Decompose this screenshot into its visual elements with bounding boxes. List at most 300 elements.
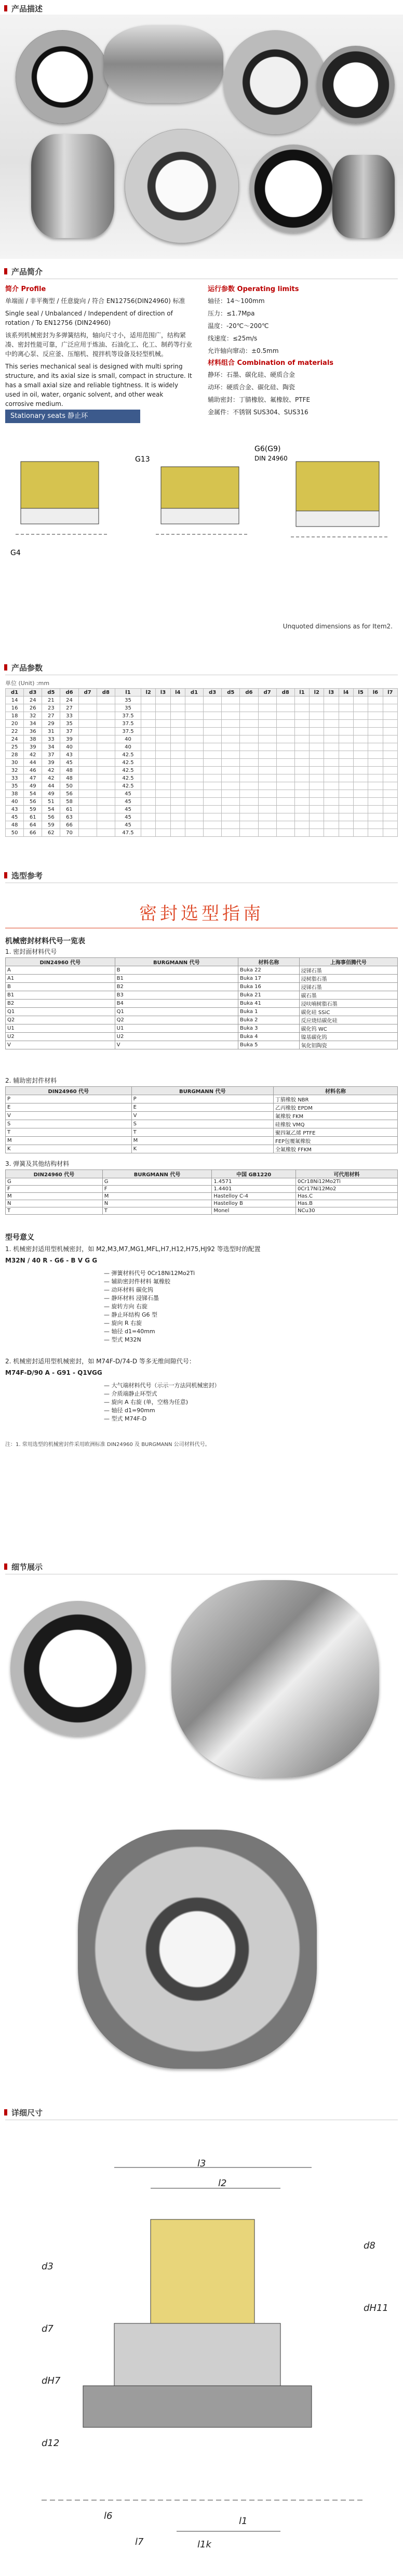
table-cell — [222, 704, 240, 712]
table-row — [6, 696, 398, 704]
table-cell: Buka 5 — [238, 1041, 300, 1049]
table-cell — [141, 829, 156, 837]
table-cell — [258, 728, 276, 735]
table-cell — [185, 782, 203, 790]
table-cell: 浸呋喃树脂石墨 — [299, 1000, 397, 1008]
table-cell — [368, 798, 383, 806]
table-cell: 1.4571 — [212, 1178, 296, 1186]
table-cell — [368, 790, 383, 798]
table-cell — [258, 759, 276, 767]
column-header: 材料名称 — [274, 1087, 398, 1095]
table-cell — [141, 767, 156, 774]
table-row — [6, 975, 398, 983]
table-cell — [222, 829, 240, 837]
table-cell — [276, 782, 294, 790]
table-cell — [310, 774, 324, 782]
table-cell — [339, 829, 353, 837]
table-cell: E — [6, 1103, 132, 1112]
table-cell — [185, 798, 203, 806]
table-cell — [368, 774, 383, 782]
table-row — [6, 1128, 398, 1137]
table-cell — [258, 813, 276, 821]
table-row — [6, 751, 398, 759]
table-cell — [368, 696, 383, 704]
table-cell — [310, 735, 324, 743]
table-cell — [170, 743, 185, 751]
table-cell — [339, 728, 353, 735]
table-row — [6, 1041, 398, 1049]
model2-title: 2. 机械密封适用型机械密封，如 M74F-D/74-D 等多无维间隙代号： — [5, 1358, 195, 1365]
table-cell: 氧化铝陶瓷 — [299, 1041, 397, 1049]
column-header: d8 — [276, 689, 294, 696]
table-cell — [353, 743, 368, 751]
table-cell — [185, 767, 203, 774]
table-cell — [240, 735, 258, 743]
column-header: DIN24960 代号 — [6, 958, 115, 966]
table-cell — [339, 696, 353, 704]
table-cell — [258, 829, 276, 837]
table-cell — [310, 829, 324, 837]
table-cell — [97, 790, 115, 798]
table-cell — [170, 712, 185, 720]
table-cell — [324, 728, 339, 735]
table-cell — [185, 774, 203, 782]
table-cell — [324, 696, 339, 704]
table-cell — [78, 743, 97, 751]
table-cell — [141, 798, 156, 806]
intro-right-column — [208, 285, 395, 420]
table-cell: Buka 1 — [238, 1008, 300, 1016]
table-cell: 23 — [42, 704, 60, 712]
table-cell — [78, 798, 97, 806]
table-cell — [204, 743, 222, 751]
table-cell — [324, 704, 339, 712]
label-g6: G6(G9) — [254, 445, 281, 453]
table-cell — [353, 728, 368, 735]
table-cell: 33 — [6, 774, 24, 782]
table-cell — [141, 720, 156, 728]
table-cell — [222, 790, 240, 798]
table-row — [6, 1008, 398, 1016]
table-cell — [368, 743, 383, 751]
table-cell: 59 — [42, 821, 60, 829]
table-cell: 66 — [60, 821, 78, 829]
table-cell — [353, 821, 368, 829]
column-header: 可代用材料 — [296, 1170, 398, 1178]
table-row — [6, 1016, 398, 1024]
table-cell — [204, 696, 222, 704]
table-cell — [276, 712, 294, 720]
column-header: d5 — [42, 689, 60, 696]
table-cell — [339, 751, 353, 759]
table-cell: F — [102, 1186, 212, 1193]
table-cell — [324, 743, 339, 751]
table-cell: T — [131, 1128, 273, 1137]
table-cell: 45 — [115, 813, 141, 821]
seal-ring — [249, 144, 338, 233]
table-cell: Buka 4 — [238, 1033, 300, 1041]
table-cell — [339, 806, 353, 813]
table-cell — [222, 743, 240, 751]
column-header: l3 — [324, 689, 339, 696]
table-cell — [204, 774, 222, 782]
table-cell: 45 — [60, 759, 78, 767]
table-cell — [276, 813, 294, 821]
table-cell — [339, 720, 353, 728]
column-header: d1 — [185, 689, 203, 696]
table-cell: Buka 17 — [238, 975, 300, 983]
table-cell: M — [102, 1193, 212, 1200]
seat-profile — [21, 462, 99, 508]
table-cell — [276, 728, 294, 735]
table-cell: Buka 22 — [238, 966, 300, 975]
table-cell — [204, 829, 222, 837]
table-header-row — [6, 689, 398, 696]
table-cell — [97, 798, 115, 806]
table-cell — [276, 720, 294, 728]
table-cell: 36 — [24, 728, 42, 735]
table-cell — [97, 696, 115, 704]
table-cell — [353, 782, 368, 790]
section-intro — [0, 264, 403, 649]
table-cell — [78, 720, 97, 728]
column-header: d3 — [204, 689, 222, 696]
table-cell — [78, 821, 97, 829]
seal-ring — [31, 134, 114, 238]
table-cell — [185, 821, 203, 829]
table-cell: G — [102, 1178, 212, 1186]
table-row — [6, 1186, 398, 1193]
table-cell — [383, 759, 397, 767]
table-cell — [204, 751, 222, 759]
column-header: 中国 GB1220 — [212, 1170, 296, 1178]
table-cell — [97, 774, 115, 782]
seal-ring — [125, 129, 239, 243]
table-cell — [97, 704, 115, 712]
table-cell — [353, 829, 368, 837]
table-cell: 30 — [6, 759, 24, 767]
table-row — [6, 782, 398, 790]
table-cell — [339, 790, 353, 798]
table-cell: 37 — [60, 728, 78, 735]
table-cell — [276, 704, 294, 712]
table-cell — [324, 712, 339, 720]
table-cell — [310, 821, 324, 829]
seal-ring — [317, 46, 395, 124]
table-cell: 42.5 — [115, 782, 141, 790]
table-cell: 22 — [6, 728, 24, 735]
table-cell: B2 — [6, 1000, 115, 1008]
table-cell — [276, 735, 294, 743]
table-cell: Q2 — [6, 1016, 115, 1024]
table-cell: A1 — [6, 975, 115, 983]
table-cell: 37.5 — [115, 728, 141, 735]
table-cell: 42.5 — [115, 751, 141, 759]
table-cell — [141, 774, 156, 782]
table-cell — [222, 728, 240, 735]
table-cell — [204, 712, 222, 720]
table-cell: FEP包覆氟橡胶 — [274, 1137, 398, 1145]
table-cell — [353, 696, 368, 704]
table-cell: 碳化硅 SSiC — [299, 1008, 397, 1016]
table-cell: 浸锑石墨 — [299, 966, 397, 975]
table-cell — [383, 774, 397, 782]
table-cell — [324, 774, 339, 782]
table-cell: Monel — [212, 1207, 296, 1215]
table-cell: 66 — [24, 829, 42, 837]
table-cell: 44 — [24, 759, 42, 767]
table-cell — [185, 696, 203, 704]
column-header: l4 — [339, 689, 353, 696]
table-cell — [353, 751, 368, 759]
table-cell: T — [6, 1207, 103, 1215]
table-cell — [222, 798, 240, 806]
table-row — [6, 774, 398, 782]
table-cell — [258, 743, 276, 751]
table-cell: 42.5 — [115, 767, 141, 774]
table-cell: 37.5 — [115, 712, 141, 720]
table-cell: U2 — [115, 1033, 238, 1041]
table-cell — [294, 728, 309, 735]
table-row — [6, 790, 398, 798]
face-materials-heading: 1. 密封面材料代号 — [5, 948, 57, 955]
table-cell — [141, 712, 156, 720]
table-row — [6, 1207, 398, 1215]
table-cell — [156, 712, 170, 720]
table-cell — [222, 759, 240, 767]
table-cell — [324, 751, 339, 759]
dim-label: l1k — [197, 2539, 211, 2550]
table-cell: 0Cr18Ni12Mo2Ti — [296, 1178, 398, 1186]
table-cell — [156, 704, 170, 712]
model2-items — [104, 1382, 384, 1423]
table-cell: S — [6, 1120, 132, 1128]
table-cell — [185, 813, 203, 821]
table-cell: K — [6, 1145, 132, 1153]
table-cell: 24 — [60, 696, 78, 704]
table-cell: 浸树脂石墨 — [299, 975, 397, 983]
table-cell — [368, 806, 383, 813]
model2-code: M74F-D/90 A - G91 - Q1VGG — [5, 1369, 102, 1376]
table-cell — [276, 798, 294, 806]
table-cell — [240, 813, 258, 821]
table-cell — [383, 735, 397, 743]
table-cell: 39 — [24, 743, 42, 751]
table-row — [6, 735, 398, 743]
spring-materials-heading: 3. 弹簧及其他结构材料 — [5, 1160, 70, 1167]
table-cell — [258, 806, 276, 813]
table-cell — [97, 712, 115, 720]
table-cell — [204, 798, 222, 806]
table-cell: 40 — [115, 743, 141, 751]
model-item: — 旋向 R 右旋 — [104, 1320, 142, 1326]
table-cell — [170, 782, 185, 790]
table-cell — [240, 759, 258, 767]
table-cell — [324, 790, 339, 798]
seal-assembly-photo — [78, 1830, 317, 2069]
table-cell — [310, 728, 324, 735]
table-cell — [240, 751, 258, 759]
table-cell — [276, 821, 294, 829]
table-cell — [310, 767, 324, 774]
table-cell — [141, 821, 156, 829]
table-cell: Hastelloy B — [212, 1200, 296, 1207]
table-cell — [170, 821, 185, 829]
table-cell — [353, 759, 368, 767]
table-cell — [78, 774, 97, 782]
table-cell — [258, 782, 276, 790]
table-cell: B — [6, 983, 115, 991]
model-item: — 辅助密封件材料 氟橡胶 — [104, 1278, 170, 1285]
table-cell — [258, 751, 276, 759]
table-cell — [339, 782, 353, 790]
table-cell: 47.5 — [115, 829, 141, 837]
seal-ring-photo — [10, 1601, 145, 1736]
model1-items — [104, 1269, 384, 1344]
table-cell — [258, 720, 276, 728]
table-cell: B — [115, 966, 238, 975]
table-cell: 54 — [42, 806, 60, 813]
table-cell — [310, 743, 324, 751]
table-cell: 38 — [6, 790, 24, 798]
table-cell — [324, 759, 339, 767]
table-cell: Buka 16 — [238, 983, 300, 991]
table-cell — [141, 806, 156, 813]
table-cell — [324, 720, 339, 728]
table-cell — [204, 821, 222, 829]
table-cell — [276, 767, 294, 774]
table-cell: 37 — [42, 751, 60, 759]
table-cell: F — [6, 1186, 103, 1193]
table-cell — [294, 767, 309, 774]
table-cell — [368, 704, 383, 712]
table-cell — [353, 806, 368, 813]
table-cell — [310, 813, 324, 821]
table-cell — [368, 728, 383, 735]
table-cell — [368, 782, 383, 790]
table-cell: Has.C — [296, 1193, 398, 1200]
table-cell — [222, 696, 240, 704]
table-cell: 50 — [6, 829, 24, 837]
table-cell — [78, 712, 97, 720]
table-cell: 59 — [24, 806, 42, 813]
table-row — [6, 966, 398, 975]
table-header-row — [6, 1170, 398, 1178]
table-cell: 39 — [42, 759, 60, 767]
table-cell — [339, 767, 353, 774]
table-cell — [170, 790, 185, 798]
table-cell — [204, 720, 222, 728]
parameter-table — [5, 688, 398, 837]
table-cell — [339, 759, 353, 767]
table-cell — [78, 704, 97, 712]
table-cell — [368, 829, 383, 837]
table-cell — [97, 728, 115, 735]
table-cell: 37.5 — [115, 720, 141, 728]
model-item: — 大气端材料代号（示示一方法同机械密封） — [104, 1382, 220, 1389]
table-cell — [78, 696, 97, 704]
table-cell — [156, 743, 170, 751]
table-cell — [78, 782, 97, 790]
seat-profile — [296, 511, 379, 527]
table-cell — [185, 751, 203, 759]
table-cell: K — [131, 1145, 273, 1153]
section-title-intro: 产品简介 — [11, 267, 43, 277]
footnote: 注：1. 常用选型的机械密封件采用欧洲标准 DIN24960 及 BURGMANN 公司材料代号。 — [5, 1442, 210, 1448]
column-header: l1 — [115, 689, 141, 696]
table-cell: 51 — [42, 798, 60, 806]
table-cell — [170, 759, 185, 767]
hero-image — [0, 15, 403, 259]
table-cell — [276, 790, 294, 798]
table-cell — [222, 806, 240, 813]
table-cell: 45 — [115, 798, 141, 806]
table-row — [6, 759, 398, 767]
table-cell: 31 — [42, 728, 60, 735]
seal-cross-section — [151, 2219, 254, 2323]
table-cell — [353, 767, 368, 774]
table-cell — [240, 782, 258, 790]
column-header: 材料名称 — [238, 958, 300, 966]
column-header: BURGMANN 代号 — [115, 958, 238, 966]
table-cell: 42 — [42, 767, 60, 774]
section-drawing — [0, 2105, 403, 2573]
dim-label: dH7 — [42, 2375, 61, 2386]
table-cell — [185, 759, 203, 767]
table-cell: 20 — [6, 720, 24, 728]
table-cell — [353, 790, 368, 798]
table-cell — [276, 829, 294, 837]
table-cell — [156, 774, 170, 782]
model-item: — 旋向 A 右旋 (单，空格为任意) — [104, 1399, 189, 1405]
table-cell: B4 — [115, 1000, 238, 1008]
table-cell: Q1 — [6, 1008, 115, 1016]
table-cell: G — [6, 1178, 103, 1186]
table-cell — [78, 759, 97, 767]
table-cell — [97, 782, 115, 790]
table-cell — [353, 704, 368, 712]
model-item: — 轴径 d1=40mm — [104, 1328, 155, 1335]
column-header: d3 — [24, 689, 42, 696]
table-cell — [324, 829, 339, 837]
table-cell — [78, 790, 97, 798]
table-cell — [185, 712, 203, 720]
model-item: — 动环材料 碳化钨 — [104, 1286, 153, 1293]
table-cell — [222, 782, 240, 790]
table-cell — [170, 767, 185, 774]
table-row — [6, 1120, 398, 1128]
table-cell — [240, 774, 258, 782]
seal-ring — [332, 155, 395, 238]
table-cell — [383, 806, 397, 813]
section-title-desc: 产品描述 — [11, 4, 43, 14]
dim-label: l1 — [239, 2516, 248, 2527]
table-cell: V — [6, 1041, 115, 1049]
table-cell: 氟橡胶 FKM — [274, 1112, 398, 1120]
section-title-params: 产品参数 — [11, 663, 43, 673]
table-cell: 48 — [60, 767, 78, 774]
table-row — [6, 728, 398, 735]
section-title-drawing: 详细尺寸 — [11, 2108, 43, 2118]
table-cell: 33 — [42, 735, 60, 743]
material-item: 金属件：不锈钢 SUS304、SUS316 — [208, 409, 308, 416]
table-row — [6, 991, 398, 1000]
table-cell — [156, 790, 170, 798]
table-cell — [324, 767, 339, 774]
table-cell — [310, 720, 324, 728]
column-header: l7 — [383, 689, 397, 696]
table-cell — [156, 821, 170, 829]
